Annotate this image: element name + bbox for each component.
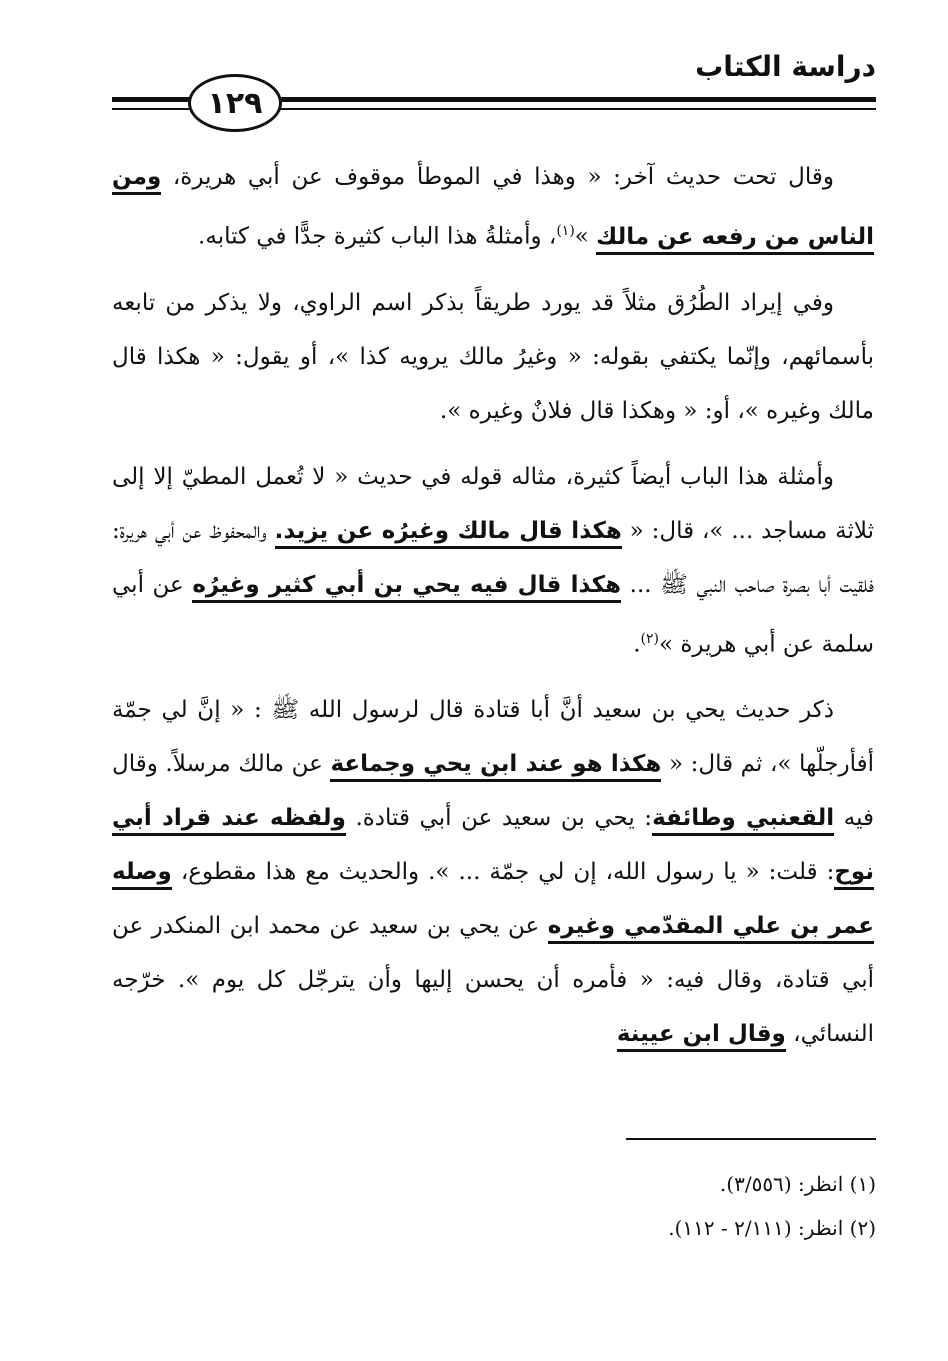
highlighted-text: وقال ابن عيينة [617,1021,786,1052]
footnote-1: (١) انظر: (٣/٥٥٦). [719,1172,876,1196]
text-segment: عن أبي سلمة عن أبي هريرة » [112,571,874,658]
page-number: ١٢٩ [207,85,263,121]
highlighted-text: ومن الناس من رفعه عن مالك [112,164,874,255]
page-number-oval [188,74,282,132]
main-text [112,150,874,1073]
text-segment: ذكر حديث يحي بن سعيد أنَّ أبا قتادة قال لرسول الله ﷺ : « إنَّ لي جمّة أفأرجلّها »، ثم قال: « [112,697,874,778]
footnote-separator [626,1138,876,1140]
highlighted-text: هكذا قال مالك وغيرُه عن يزيد. [275,518,622,549]
highlighted-text: ولفظه عند قراد أبي نوح [112,805,874,890]
text-segment: » [574,223,597,250]
highlighted-text: القعنبي وطائفة [652,805,834,836]
footnote-ref: (٢) [640,630,659,647]
paragraph [112,450,874,672]
text-segment: : قلت: « يا رسول الله، إن لي جمّة ... ». والحديث مع هذا مقطوع، [171,859,835,886]
text-segment: وأمثلة هذا الباب أيضاً كثيرة، مثاله قوله في حديث « لا تُعمل المطيّ إلا إلى ثلاثة مساجد ... »، قال: « [112,463,874,544]
text-segment: وقال تحت حديث آخر: « وهذا في الموطأ موقوف عن أبي هريرة، [161,164,834,190]
paragraph [112,150,874,264]
text-segment: ، وأمثلةُ هذا الباب كثيرة جدًّا في كتابه. [198,223,557,250]
highlighted-text: هكذا قال فيه يحي بن أبي كثير وغيرُه [192,572,621,603]
text-segment: عن مالك مرسلاً. وقال فيه [112,751,875,832]
footnotes [116,1162,876,1250]
text-segment: وفي إيراد الطُرُق مثلاً قد يورد طريقاً بذكر اسم الراوي، ولا يذكر من تابعه بأسمائهم، وإنّما يكتفي بقوله: « وغيرُ مالك يرويه كذا »، أو يقول: « هكذا قال مالك وغيره »، أو: « وهكذا قال فلانٌ وغيره ». [112,289,874,424]
footnote-ref: (١) [556,223,575,239]
text-segment: : يحي بن سعيد عن أبي قتادة. [345,805,653,832]
footnote-2: (٢) انظر: (٢/١١١ - ١١٢). [668,1216,876,1240]
text-segment: والمحفوظ عن أبي هريرة: فلقيت أبا بصرة صاحب النبي ﷺ ... [112,517,874,598]
text-segment: . [633,631,641,658]
paragraph [112,276,874,438]
highlighted-text: هكذا هو عند ابن يحي وجماعة [330,751,661,782]
highlighted-text: وصله عمر بن علي المقدّمي وغيره [112,859,874,944]
text-segment: عن يحي بن سعيد عن محمد ابن المنكدر عن أبي قتادة، وقال فيه: « فأمره أن يحسن إليها وأن يترجّل كل يوم ». خرّجه النسائي، [112,913,874,1048]
running-title: دراسة الكتاب [695,50,876,83]
paragraph [112,683,874,1061]
